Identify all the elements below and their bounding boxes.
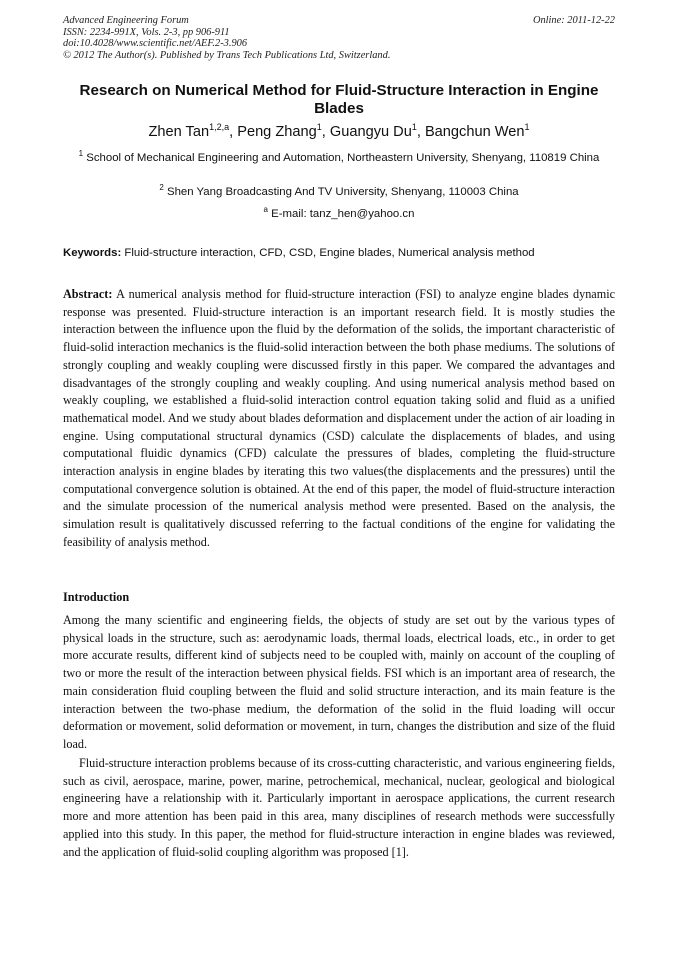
doi-link[interactable]: doi:10.4028/www.scientific.net/AEF.2-3.906	[63, 38, 248, 50]
affiliation-1	[63, 150, 615, 167]
keywords	[63, 245, 615, 261]
author-affiliation-marker: 1	[524, 122, 530, 132]
journal-name: Advanced Engineering Forum	[63, 15, 189, 26]
issn-line: ISSN: 2234-991X, Vols. 2-3, pp 906-911	[63, 26, 230, 38]
online-date: Online: 2011-12-22	[532, 15, 615, 26]
email-marker: a	[263, 205, 268, 214]
author-name: Bangchun Wen	[424, 124, 525, 140]
abstract-text: A numerical analysis method for fluid-structure interaction (FSI) to analyze engine blades dynamic response was presented. Fluid-structure interaction is an important research field. It is mostly studies the interaction between the influence upon the fluid by the deformation of the solids, the important characteristic of fluid-solid interaction mechanics is the fluid-solid interaction between the both phase mediums. The solutions of strongly coupling and weakly coupling were discussed firstly in this paper. We compared the advantages and disadvantages of the strongly coupling and weakly coupling. And using numerical analysis method based on weakly coupling, we established a fluid-solid interaction control equation taking solid and fluid as a unified mathematical model. And we study about blades deformation and displacement under the action of air loading in engine. Using computational structural dynamics (CSD) calculate the displacements of blades, and using computational fluidic dynamics (CFD) calculate the pressures of blades, completing the fluid-structure interaction analysis in engine blades by iterating this two values(the displacements and the pressures) until the computational convergence solution is obtained. At the end of this paper, the model of fluid-structure interaction and the simulate procession of the numerical analysis method were presented. Based on the analysis, the simulation result is qualitatively discussed referring to the factual conditions of the engine for validating the feasibility of analysis method.	[63, 287, 615, 549]
affiliation-2	[63, 184, 615, 201]
introduction-paragraph-1: Among the many scientific and engineering fields, the objects of study are set out by the various types of physical loads in the structure, such as: aerodynamic loads, thermal loads, electrical loads, etc., in order to get more accurate results, different kind of subjects need to be coupled with, mainly on account of the coupling of two or more the result of the interaction between physical fields. FSI which is an important area of research, the main consideration fluid coupling between the fluid and solid structure interaction, and its main feature is the interaction between the two-phase medium, the deformation of the solid in the fluid loading will occur deformation or movement, solid deformation or movement, in turn, changes the distribution and size of the fluid load.	[63, 613, 615, 751]
author-affiliation-marker: 1	[316, 122, 322, 132]
email-line	[63, 206, 615, 223]
author-separator: ,	[229, 124, 238, 140]
affiliation-text: Shen Yang Broadcasting And TV University, Shenyang, 110003 China	[163, 186, 519, 198]
introduction-paragraph-2: Fluid-structure interaction problems because of its cross-cutting characteristic, and various engineering fields, such as civil, aerospace, marine, power, marine, petrochemical, mechanical, nuclear, geological and biological engineering have a relationship with it. Particularly important in aerospace applications, the current research more and more attention has been paid in this area, many disciplines of research methods were successfully applied into this study. In this paper, the method for fluid-structure interaction in engine blades was reviewed, and the application of fluid-solid coupling algorithm was proposed [1].	[63, 756, 615, 859]
abstract-label: Abstract:	[63, 287, 113, 301]
affiliation-marker: 1	[78, 149, 84, 158]
email-address[interactable]: E-mail: tanz_hen@yahoo.cn	[268, 208, 415, 220]
paper-title: Research on Numerical Method for Fluid-Structure Interaction in Engine Blades	[79, 82, 599, 117]
affiliation-text: School of Mechanical Engineering and Automation, Northeastern University, Shenyang, 110819 China	[83, 152, 600, 164]
affiliation-marker: 2	[159, 183, 164, 192]
author-affiliation-marker: 1,2,a	[209, 122, 230, 132]
section-heading-introduction: Introduction	[63, 590, 130, 604]
keywords-label: Keywords:	[63, 247, 122, 259]
author-name: Zhen Tan	[148, 124, 210, 140]
author-name: Peng Zhang	[237, 124, 317, 140]
author-separator: ,	[321, 124, 330, 140]
author-affiliation-marker: 1	[411, 122, 417, 132]
copyright-line: © 2012 The Author(s). Published by Trans Tech Publications Ltd, Switzerland.	[63, 49, 391, 61]
author-list	[63, 123, 615, 141]
author-separator: ,	[416, 124, 425, 140]
author-name: Guangyu Du	[329, 124, 412, 140]
keywords-text: Fluid-structure interaction, CFD, CSD, Engine blades, Numerical analysis method	[121, 247, 535, 259]
abstract	[63, 286, 615, 552]
